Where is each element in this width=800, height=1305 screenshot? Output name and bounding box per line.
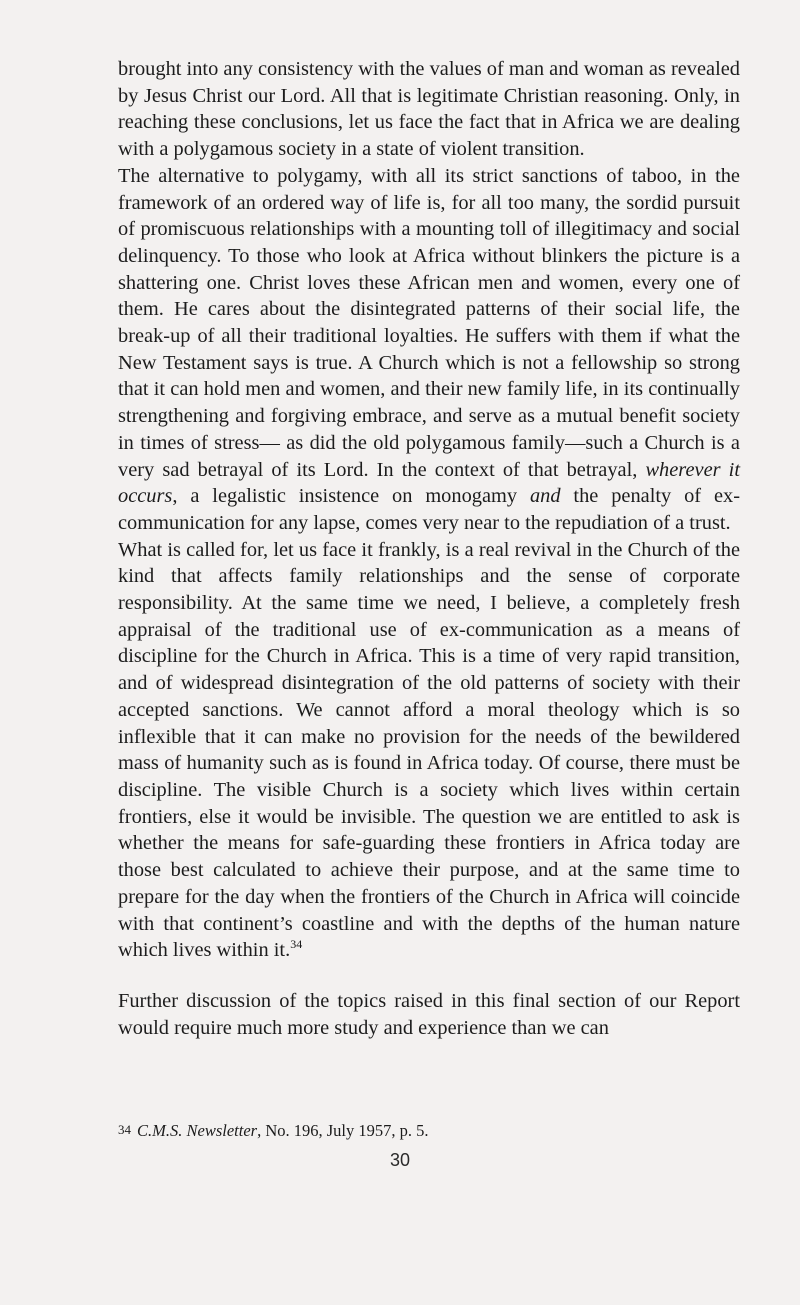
footnote-reference: 34 xyxy=(290,937,303,952)
paragraph-3-text: What is called for, let us face it frankly, is a real revival in the Church of the kind that affects family relationships and the sense of corporate responsibility. At the same time we need, I believe, a completely fresh appraisal of the traditional use of ex-communication as a means of discipline for the Church in Africa. This is a time of very rapid transition, and of widespread disintegration of the old patterns of society with their accepted sanctions. We cannot afford a moral theology which is so inflexible that it can make no provision for the needs of the bewildered mass of humanity such as is found in Africa today. Of course, there must be discipline. The visible Church is a society which lives within certain frontiers, else it would be invisible. The question we are entitled to ask is whether the means for safe-guarding these frontiers in Africa today are those best calculated to achieve their purpose, and at the same time to prepare for the day when the frontiers of the Church in Africa will coincide with that continent’s coastline and with the depths of the human nature which lives within it. xyxy=(118,538,740,962)
page-number: 30 xyxy=(389,1150,411,1170)
paragraph-3 xyxy=(118,537,740,964)
paragraph-2-text-a: The alternative to polygamy, with all its strict sanctions of taboo, in the framework of an ordered way of life is, for all too many, the sordid pursuit of promiscuous relationships with a mounting toll of illegitimacy and social delinquency. To those who look at Africa without blinkers the picture is a shattering one. Christ loves these African men and women, every one of them. He cares about the disintegrated patterns of their social life, the break-up of all their traditional loyalties. He suffers with them if what the New Testament says is true. A Church which is not a fellowship so strong that it can hold men and women, and their new family life, in its continually strengthening and forgiving embrace, and serve as a mutual benefit society in times of stress— as did the old polygamous family—such a Church is a very sad betrayal of its Lord. In the context of that betrayal, xyxy=(118,164,740,481)
footnote xyxy=(118,1120,740,1141)
paragraph-2 xyxy=(118,163,740,537)
paragraph-2-emphasis-2: and xyxy=(529,485,561,508)
footnote-details: , No. 196, July 1957, p. 5. xyxy=(257,1121,429,1140)
paragraph-1: brought into any consistency with the values of man and woman as revealed by Jesus Christ our Lord. All that is legitimate Christian reasoning. Only, in reaching these conclusions, let us face the fact that in Africa we are dealing with a polygamous society in a state of violent transition. xyxy=(118,58,740,161)
paragraph-2-text-c: the penalty of ex-communication for any lapse, comes very near to the repudiation of a trust. xyxy=(118,485,741,534)
page-body xyxy=(118,56,740,1041)
paragraph-4: Further discussion of the topics raised in this final section of our Report would require much more study and experience than we can xyxy=(118,989,740,1039)
paragraph-2-emphasis-1: wherever it occurs xyxy=(118,458,740,508)
footnote-number: 34 xyxy=(118,1122,131,1137)
paragraph-2-text-b: , a legalistic insistence on monogamy xyxy=(172,485,530,508)
footnote-source: C.M.S. Newsletter xyxy=(137,1121,258,1140)
